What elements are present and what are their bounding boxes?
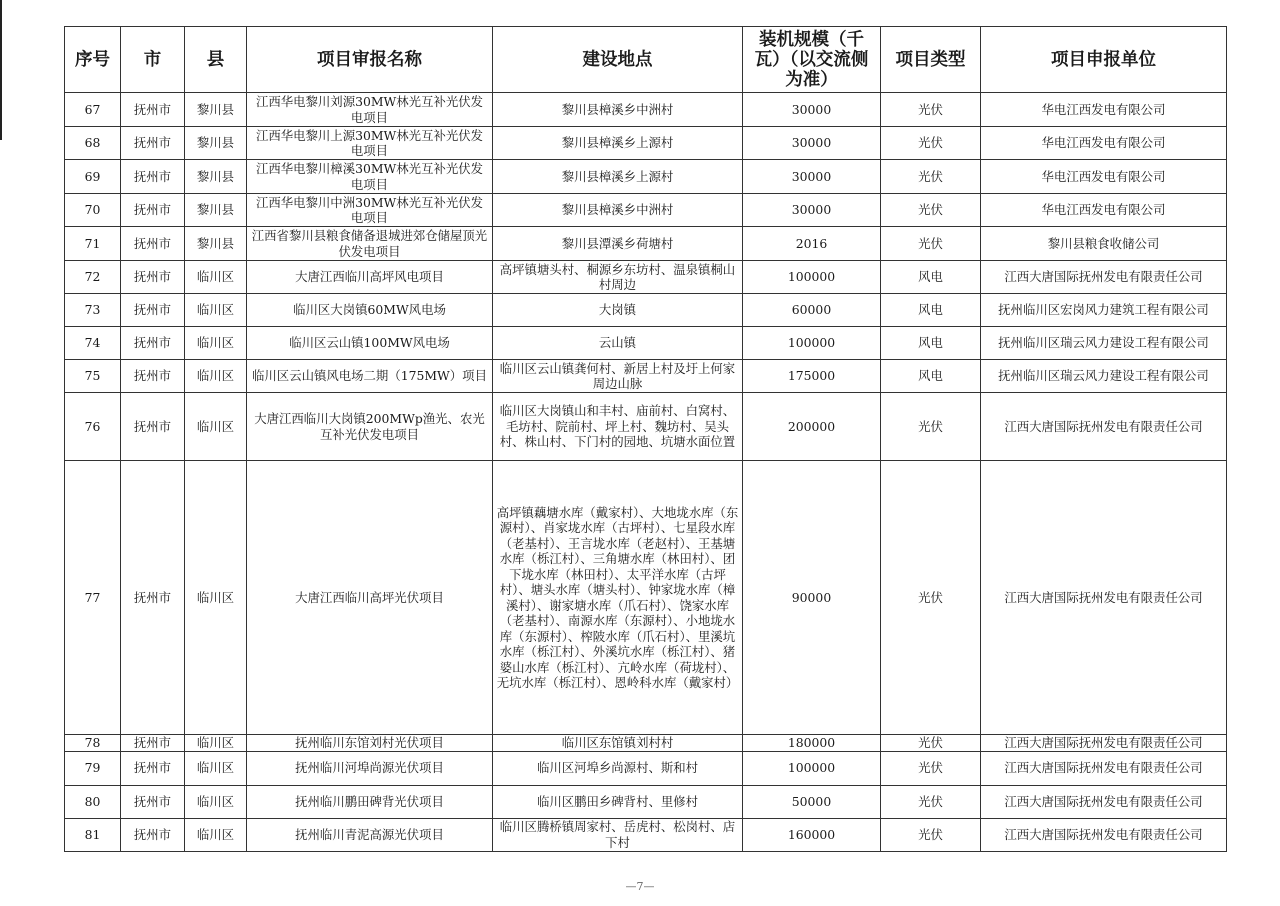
cell-location: 临川区河埠乡尚源村、斯和村 — [493, 751, 743, 785]
table-row — [65, 93, 1227, 127]
cell-seq: 74 — [65, 327, 121, 360]
table-header-row — [65, 27, 1227, 93]
cell-county: 临川区 — [185, 294, 247, 327]
project-table — [64, 26, 1227, 852]
cell-city: 抚州市 — [121, 261, 185, 294]
cell-location: 黎川县樟溪乡上源村 — [493, 160, 743, 194]
cell-applicant: 江西大唐国际抚州发电有限责任公司 — [981, 261, 1227, 294]
table-row — [65, 751, 1227, 785]
cell-project-name: 江西华电黎川刘源30MW林光互补光伏发电项目 — [247, 93, 493, 127]
cell-seq: 76 — [65, 393, 121, 461]
cell-capacity: 30000 — [743, 194, 881, 227]
cell-seq: 78 — [65, 735, 121, 752]
cell-capacity: 90000 — [743, 461, 881, 735]
cell-county: 黎川县 — [185, 160, 247, 194]
cell-seq: 71 — [65, 227, 121, 261]
cell-county: 临川区 — [185, 461, 247, 735]
cell-project-type: 光伏 — [881, 160, 981, 194]
cell-seq: 72 — [65, 261, 121, 294]
cell-project-type: 风电 — [881, 327, 981, 360]
header-project-name: 项目审报名称 — [247, 27, 493, 93]
cell-county: 黎川县 — [185, 127, 247, 160]
cell-location: 云山镇 — [493, 327, 743, 360]
cell-applicant: 华电江西发电有限公司 — [981, 160, 1227, 194]
cell-county: 黎川县 — [185, 194, 247, 227]
cell-county: 临川区 — [185, 785, 247, 818]
cell-project-type: 光伏 — [881, 393, 981, 461]
cell-project-name: 江西华电黎川樟溪30MW林光互补光伏发电项目 — [247, 160, 493, 194]
cell-location: 临川区东馆镇刘村村 — [493, 735, 743, 752]
cell-location: 大岗镇 — [493, 294, 743, 327]
header-capacity: 装机规模（千瓦）（以交流侧为准） — [743, 27, 881, 93]
cell-city: 抚州市 — [121, 785, 185, 818]
table-row — [65, 227, 1227, 261]
cell-applicant: 江西大唐国际抚州发电有限责任公司 — [981, 818, 1227, 851]
cell-capacity: 100000 — [743, 261, 881, 294]
cell-city: 抚州市 — [121, 735, 185, 752]
table-row — [65, 818, 1227, 851]
table-row — [65, 393, 1227, 461]
cell-city: 抚州市 — [121, 393, 185, 461]
cell-city: 抚州市 — [121, 751, 185, 785]
cell-seq: 79 — [65, 751, 121, 785]
cell-seq: 75 — [65, 360, 121, 393]
cell-project-name: 大唐江西临川高坪光伏项目 — [247, 461, 493, 735]
page-number: —7— — [625, 880, 655, 893]
cell-capacity: 2016 — [743, 227, 881, 261]
cell-county: 临川区 — [185, 393, 247, 461]
cell-seq: 67 — [65, 93, 121, 127]
cell-applicant: 华电江西发电有限公司 — [981, 93, 1227, 127]
cell-applicant: 江西大唐国际抚州发电有限责任公司 — [981, 461, 1227, 735]
cell-capacity: 100000 — [743, 751, 881, 785]
cell-project-name: 临川区云山镇100MW风电场 — [247, 327, 493, 360]
cell-seq: 68 — [65, 127, 121, 160]
cell-city: 抚州市 — [121, 160, 185, 194]
cell-project-type: 光伏 — [881, 93, 981, 127]
cell-seq: 80 — [65, 785, 121, 818]
cell-seq: 77 — [65, 461, 121, 735]
cell-city: 抚州市 — [121, 93, 185, 127]
cell-project-type: 风电 — [881, 360, 981, 393]
cell-city: 抚州市 — [121, 194, 185, 227]
cell-project-type: 光伏 — [881, 751, 981, 785]
cell-project-type: 风电 — [881, 261, 981, 294]
cell-applicant: 江西大唐国际抚州发电有限责任公司 — [981, 735, 1227, 752]
table-row — [65, 461, 1227, 735]
table-row — [65, 735, 1227, 752]
cell-city: 抚州市 — [121, 294, 185, 327]
cell-city: 抚州市 — [121, 127, 185, 160]
cell-location: 高坪镇塘头村、桐源乡东坊村、温泉镇桐山村周边 — [493, 261, 743, 294]
header-seq: 序号 — [65, 27, 121, 93]
cell-location: 高坪镇藕塘水库（戴家村）、大地垅水库（东源村）、肖家垅水库（古坪村）、七星段水库（老基村）、王言垅水库（老赵村）、王基塘水库（栎江村）、三角塘水库（林田村）、团下垅水库（林田村）、太平洋水库（古坪村）、塘头水库（塘头村）、钟家垅水库（樟溪村）、谢家塘水库（爪石村）、饶家水库（老基村）、南源水库（东源村）、小地垅水库（东源村）、榨陂水库（爪石村）、里溪坑水库（栎江村）、外溪坑水库（栎江村）、猪婆山水库（栎江村）、亢岭水库（荷垅村）、无坑水库（栎江村）、恩岭科水库（戴家村） — [493, 461, 743, 735]
cell-county: 临川区 — [185, 261, 247, 294]
cell-applicant: 黎川县粮食收储公司 — [981, 227, 1227, 261]
table-row — [65, 127, 1227, 160]
cell-capacity: 30000 — [743, 127, 881, 160]
cell-county: 临川区 — [185, 327, 247, 360]
cell-county: 黎川县 — [185, 93, 247, 127]
cell-location: 临川区大岗镇山和丰村、庙前村、白窝村、毛坊村、院前村、坪上村、魏坊村、吴头村、株山村、下门村的园地、坑塘水面位置 — [493, 393, 743, 461]
cell-applicant: 江西大唐国际抚州发电有限责任公司 — [981, 785, 1227, 818]
cell-project-type: 光伏 — [881, 227, 981, 261]
cell-county: 临川区 — [185, 360, 247, 393]
cell-project-name: 大唐江西临川高坪风电项目 — [247, 261, 493, 294]
cell-location: 临川区云山镇龚何村、新居上村及圩上何家周边山脉 — [493, 360, 743, 393]
table-row — [65, 360, 1227, 393]
cell-project-type: 光伏 — [881, 461, 981, 735]
table-row — [65, 294, 1227, 327]
cell-project-name: 江西华电黎川中洲30MW林光互补光伏发电项目 — [247, 194, 493, 227]
cell-project-name: 抚州临川河埠尚源光伏项目 — [247, 751, 493, 785]
table-row — [65, 785, 1227, 818]
cell-location: 临川区鹏田乡碑背村、里修村 — [493, 785, 743, 818]
cell-capacity: 175000 — [743, 360, 881, 393]
cell-county: 黎川县 — [185, 227, 247, 261]
cell-project-type: 光伏 — [881, 785, 981, 818]
cell-project-type: 光伏 — [881, 735, 981, 752]
header-location: 建设地点 — [493, 27, 743, 93]
cell-applicant: 华电江西发电有限公司 — [981, 194, 1227, 227]
cell-project-type: 风电 — [881, 294, 981, 327]
cell-applicant: 抚州临川区宏岗风力建筑工程有限公司 — [981, 294, 1227, 327]
header-applicant: 项目申报单位 — [981, 27, 1227, 93]
table-row — [65, 327, 1227, 360]
cell-capacity: 180000 — [743, 735, 881, 752]
cell-project-name: 抚州临川东馆刘村光伏项目 — [247, 735, 493, 752]
cell-county: 临川区 — [185, 751, 247, 785]
cell-county: 临川区 — [185, 818, 247, 851]
cell-project-name: 大唐江西临川大岗镇200MWp渔光、农光互补光伏发电项目 — [247, 393, 493, 461]
cell-seq: 73 — [65, 294, 121, 327]
cell-capacity: 200000 — [743, 393, 881, 461]
cell-capacity: 50000 — [743, 785, 881, 818]
cell-capacity: 60000 — [743, 294, 881, 327]
cell-capacity: 160000 — [743, 818, 881, 851]
page-edge-rule — [0, 0, 2, 140]
cell-city: 抚州市 — [121, 461, 185, 735]
cell-project-name: 江西华电黎川上源30MW林光互补光伏发电项目 — [247, 127, 493, 160]
cell-county: 临川区 — [185, 735, 247, 752]
cell-capacity: 30000 — [743, 160, 881, 194]
cell-project-name: 临川区大岗镇60MW风电场 — [247, 294, 493, 327]
header-county: 县 — [185, 27, 247, 93]
cell-city: 抚州市 — [121, 818, 185, 851]
table-row — [65, 194, 1227, 227]
cell-location: 临川区腾桥镇周家村、岳虎村、松岗村、店下村 — [493, 818, 743, 851]
cell-applicant: 江西大唐国际抚州发电有限责任公司 — [981, 751, 1227, 785]
cell-seq: 70 — [65, 194, 121, 227]
cell-project-type: 光伏 — [881, 818, 981, 851]
cell-applicant: 抚州临川区瑞云风力建设工程有限公司 — [981, 360, 1227, 393]
cell-seq: 69 — [65, 160, 121, 194]
cell-capacity: 30000 — [743, 93, 881, 127]
cell-location: 黎川县樟溪乡上源村 — [493, 127, 743, 160]
cell-project-name: 抚州临川青泥高源光伏项目 — [247, 818, 493, 851]
cell-location: 黎川县潭溪乡荷塘村 — [493, 227, 743, 261]
cell-project-name: 临川区云山镇风电场二期（175MW）项目 — [247, 360, 493, 393]
cell-location: 黎川县樟溪乡中洲村 — [493, 93, 743, 127]
header-city: 市 — [121, 27, 185, 93]
cell-city: 抚州市 — [121, 227, 185, 261]
cell-capacity: 100000 — [743, 327, 881, 360]
table-row — [65, 160, 1227, 194]
table-row — [65, 261, 1227, 294]
cell-project-name: 抚州临川鹏田碑背光伏项目 — [247, 785, 493, 818]
cell-location: 黎川县樟溪乡中洲村 — [493, 194, 743, 227]
header-project-type: 项目类型 — [881, 27, 981, 93]
cell-project-type: 光伏 — [881, 127, 981, 160]
cell-project-name: 江西省黎川县粮食储备退城进郊仓储屋顶光伏发电项目 — [247, 227, 493, 261]
cell-city: 抚州市 — [121, 327, 185, 360]
cell-city: 抚州市 — [121, 360, 185, 393]
cell-applicant: 华电江西发电有限公司 — [981, 127, 1227, 160]
cell-seq: 81 — [65, 818, 121, 851]
cell-applicant: 江西大唐国际抚州发电有限责任公司 — [981, 393, 1227, 461]
cell-applicant: 抚州临川区瑞云风力建设工程有限公司 — [981, 327, 1227, 360]
cell-project-type: 光伏 — [881, 194, 981, 227]
